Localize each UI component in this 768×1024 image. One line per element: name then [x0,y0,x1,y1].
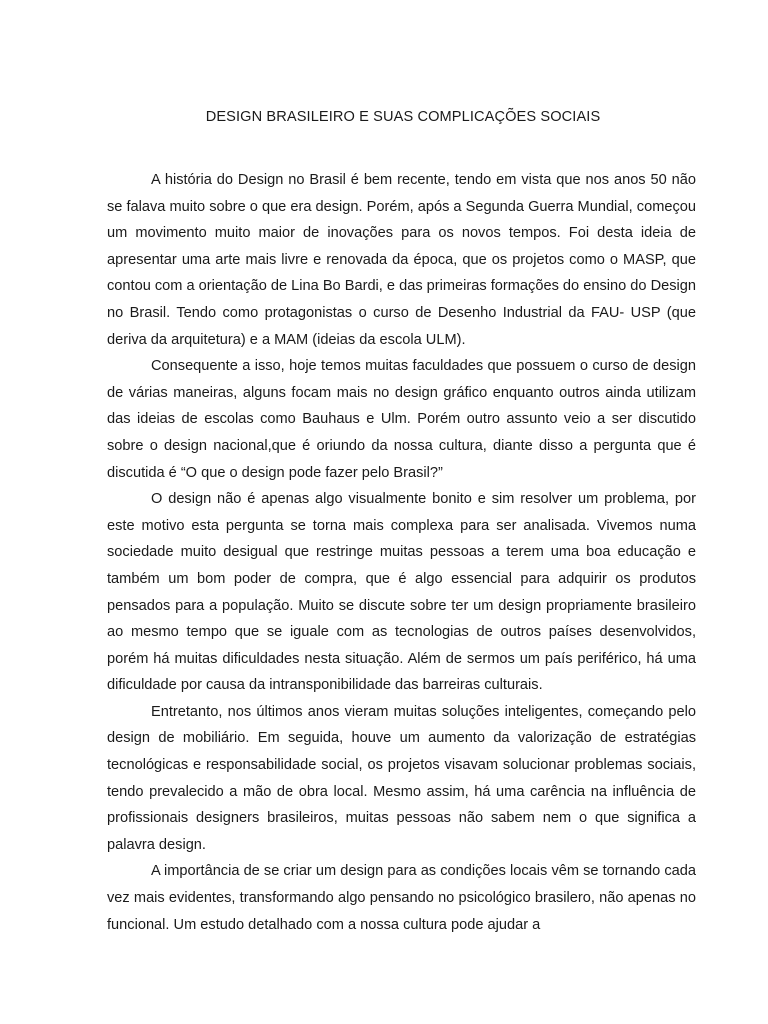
paragraph-5: A importância de se criar um design para as condições locais vêm se tornando cada vez mais evidentes, transformando algo pensando no psicológico brasilero, não apenas no funcional. Um estudo detalhado com a nossa cultura pode ajudar a [107,863,696,933]
paragraph-1: A história do Design no Brasil é bem recente, tendo em vista que nos anos 50 não se falava muito sobre o que era design. Porém, após a Segunda Guerra Mundial, começou um movimento muito maior de inovações para os novos tempos. Foi desta ideia de apresentar uma arte mais livre e renovada da época, que os projetos como o MASP, que contou com a orientação de Lina Bo Bardi, e das primeiras formações do ensino do Design no Brasil. Tendo como protagonistas o curso de Desenho Industrial da FAU- USP (que deriva da arquitetura) e a MAM (ideias da escola ULM). [107,172,696,348]
document-title: DESIGN BRASILEIRO E SUAS COMPLICAÇÕES SOCIAIS [205,109,601,125]
paragraph-4: Entretanto, nos últimos anos vieram muitas soluções inteligentes, começando pelo design de mobiliário. Em seguida, houve um aumento da valorização de estratégias tecnológicas e responsabilidade social, os projetos visavam solucionar problemas sociais, tendo prevalecido a mão de obra local. Mesmo assim, há uma carência na influência de profissionais designers brasileiros, muitas pessoas não sabem nem o que significa a palavra design. [107,703,696,853]
paragraph-2: Consequente a isso, hoje temos muitas faculdades que possuem o curso de design de várias maneiras, alguns focam mais no design gráfico enquanto outros ainda utilizam das ideias de escolas como Bauhaus e Ulm. Porém outro assunto veio a ser discutido sobre o design nacional,que é oriundo da nossa cultura, diante disso a pergunta que é discutida é “O que o design pode fazer pelo Brasil?” [107,358,696,481]
paragraph-3: O design não é apenas algo visualmente bonito e sim resolver um problema, por este motivo esta pergunta se torna mais complexa para ser analisada. Vivemos numa sociedade muito desigual que restringe muitas pessoas a terem uma boa educação e também um bom poder de compra, que é algo essencial para adquirir os produtos pensados para a população. Muito se discute sobre ter um design propriamente brasileiro ao mesmo tempo que se iguale com as tecnologias de outros países desenvolvidos, porém há muitas dificuldades nesta situação. Além de sermos um país periférico, há uma dificuldade por causa da intransponibilidade das barreiras culturais. [107,491,696,694]
document-body [107,167,696,938]
